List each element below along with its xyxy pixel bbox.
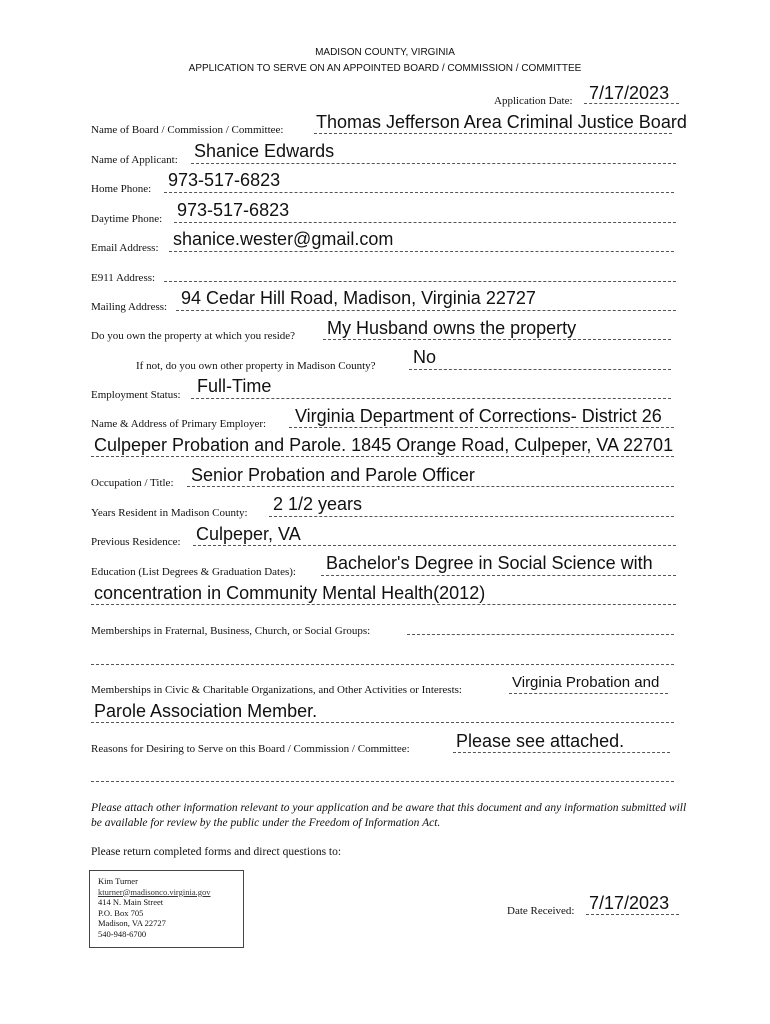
reasons-line-2 xyxy=(91,781,674,782)
mailing-address-label: Mailing Address: xyxy=(91,301,168,313)
employment-status-label: Employment Status: xyxy=(91,389,181,401)
employment-status-value[interactable]: Full-Time xyxy=(197,376,272,396)
daytime-phone-label: Daytime Phone: xyxy=(91,213,163,225)
reasons-value[interactable]: Please see attached. xyxy=(456,731,625,751)
memberships-civic-value-2[interactable]: Parole Association Member. xyxy=(94,701,318,721)
occupation-label: Occupation / Title: xyxy=(91,477,174,489)
education-label: Education (List Degrees & Graduation Dates): xyxy=(91,566,296,578)
memberships-civic-label: Memberships in Civic & Charitable Organizations, and Other Activities or Interests: xyxy=(91,684,462,696)
employer-line-2 xyxy=(91,456,674,457)
years-resident-line xyxy=(269,516,674,517)
application-date-line xyxy=(584,103,679,104)
form-county-title: MADISON COUNTY, VIRGINIA xyxy=(315,47,455,58)
employer-line xyxy=(289,427,674,428)
home-phone-value[interactable]: 973-517-6823 xyxy=(168,170,281,190)
own-property-value[interactable]: My Husband owns the property xyxy=(327,318,577,338)
employer-value[interactable]: Virginia Department of Corrections- District 26 xyxy=(295,406,662,426)
previous-residence-value[interactable]: Culpeper, VA xyxy=(196,524,301,544)
board-name-value[interactable]: Thomas Jefferson Area Criminal Justice Board xyxy=(316,112,687,132)
memberships-civic-line-2 xyxy=(91,722,674,723)
contact-box xyxy=(89,870,244,948)
other-property-label: If not, do you own other property in Madison County? xyxy=(136,360,376,372)
return-instructions: Please return completed forms and direct questions to: xyxy=(91,846,342,858)
foia-notice: Please attach other information relevant to your application and be aware that this document and any information submitted will be available for review by the public under the Freedom of Information Act. xyxy=(91,802,687,829)
reasons-line xyxy=(453,752,670,753)
e911-label: E911 Address: xyxy=(91,272,156,284)
home-phone-line xyxy=(164,192,674,193)
employer-value-2[interactable]: Culpeper Probation and Parole. 1845 Orange Road, Culpeper, VA 22701 xyxy=(94,435,674,455)
years-resident-label: Years Resident in Madison County: xyxy=(91,507,248,519)
applicant-name-value[interactable]: Shanice Edwards xyxy=(194,141,335,161)
occupation-line xyxy=(187,486,674,487)
other-property-value[interactable]: No xyxy=(413,347,437,367)
application-date-label: Application Date: xyxy=(494,95,573,107)
home-phone-label: Home Phone: xyxy=(91,183,152,195)
contact-email-link[interactable]: kturner@madisonco.virginia.gov xyxy=(98,886,211,897)
other-property-line xyxy=(409,369,671,370)
own-property-line xyxy=(323,339,671,340)
mailing-address-line xyxy=(176,310,676,311)
education-line xyxy=(321,575,676,576)
form-title: APPLICATION TO SERVE ON AN APPOINTED BOARD / COMMISSION / COMMITTEE xyxy=(188,63,582,74)
contact-name: Kim Turner xyxy=(98,876,138,886)
application-date-value[interactable]: 7/17/2023 xyxy=(589,83,670,103)
memberships-fraternal-line-2 xyxy=(91,664,674,665)
daytime-phone-line xyxy=(174,222,676,223)
employer-label: Name & Address of Primary Employer: xyxy=(91,418,267,430)
contact-phone: 540-948-6700 xyxy=(98,928,147,939)
years-resident-value[interactable]: 2 1/2 years xyxy=(273,494,363,514)
memberships-civic-value[interactable]: Virginia Probation and xyxy=(512,674,660,691)
employment-status-line xyxy=(191,398,671,399)
own-property-label: Do you own the property at which you reside? xyxy=(91,330,296,342)
email-line xyxy=(169,251,674,252)
previous-residence-line xyxy=(193,545,676,546)
occupation-value[interactable]: Senior Probation and Parole Officer xyxy=(191,465,475,485)
reasons-label: Reasons for Desiring to Serve on this Board / Commission / Committee: xyxy=(91,743,410,755)
applicant-name-label: Name of Applicant: xyxy=(91,154,178,166)
date-received-label: Date Received: xyxy=(507,905,575,917)
memberships-fraternal-label: Memberships in Fraternal, Business, Church, or Social Groups: xyxy=(91,625,371,637)
mailing-address-value[interactable]: 94 Cedar Hill Road, Madison, Virginia 22727 xyxy=(181,288,536,308)
education-line-2 xyxy=(91,604,676,605)
education-value[interactable]: Bachelor's Degree in Social Science with xyxy=(326,553,653,573)
memberships-civic-line xyxy=(509,693,668,694)
email-label: Email Address: xyxy=(91,242,159,254)
contact-po-box: P.O. Box 705 xyxy=(98,907,144,918)
board-name-label: Name of Board / Commission / Committee: xyxy=(91,124,284,136)
e911-line xyxy=(164,281,676,282)
board-name-line xyxy=(314,133,672,134)
daytime-phone-value[interactable]: 973-517-6823 xyxy=(177,200,290,220)
email-value[interactable]: shanice.wester@gmail.com xyxy=(173,229,394,249)
contact-city: Madison, VA 22727 xyxy=(98,918,166,928)
date-received-line xyxy=(586,914,679,915)
education-value-2[interactable]: concentration in Community Mental Health(2012) xyxy=(94,583,486,603)
date-received-value[interactable]: 7/17/2023 xyxy=(589,893,670,913)
memberships-fraternal-line xyxy=(407,634,674,635)
applicant-name-line xyxy=(191,163,676,164)
contact-street: 414 N. Main Street xyxy=(98,897,164,907)
previous-residence-label: Previous Residence: xyxy=(91,536,181,548)
